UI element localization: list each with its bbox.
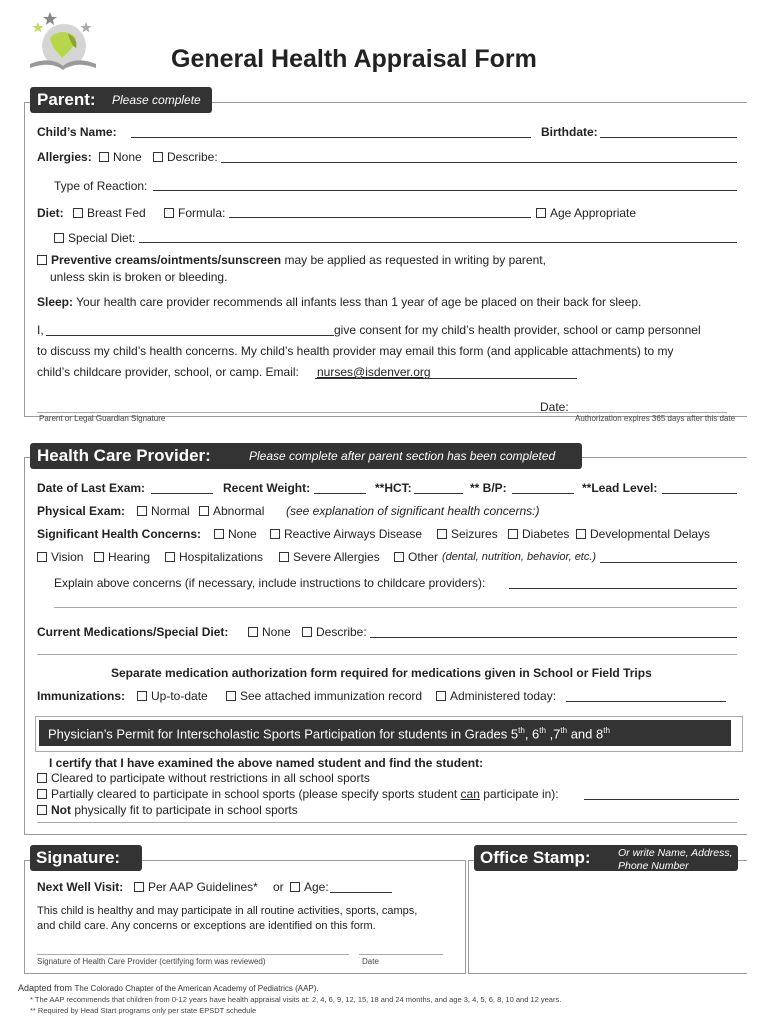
healthy-statement-line1: This child is healthy and may participate in all routine activities, sports, camps, [37,905,418,917]
checkbox-icon [37,789,47,799]
healthy-statement-line2: and child care. Any concerns or exceptions are identified on this form. [37,920,376,932]
medications-none-option[interactable]: None [248,626,291,638]
permit-title: Physician’s Permit for Interscholastic Sports Participation for students in Grades 5th, 6th ,7th and 8th [48,726,610,742]
cleared-option[interactable]: Cleared to participate without restrictions in all school sports [37,772,370,784]
permit-bar [39,720,731,746]
office-stamp-note-line1: Or write Name, Address, [618,847,733,859]
concerns-label: Significant Health Concerns: [37,527,202,541]
provider-heading: Health Care Provider: [37,446,211,465]
or-label: or [273,880,284,894]
preventive-creams-option[interactable]: Preventive creams/ointments/sunscreen may be applied as requested in writing by parent, [37,254,546,266]
checkbox-icon [536,208,546,218]
birthdate-label: Birthdate: [541,125,598,139]
vision-option[interactable]: Vision [37,551,83,563]
explain-label: Explain above concerns (if necessary, include instructions to childcare providers): [54,576,486,590]
childs-name-label: Child’s Name: [37,125,117,139]
other-field[interactable] [600,562,737,563]
footnote-head-start: ** Required by Head Start programs only per state EPSDT schedule [30,1006,257,1015]
checkbox-icon [576,529,586,539]
consent-text: give consent for my child’s health provider, school or camp personnel [334,323,701,337]
provider-date-line[interactable] [359,954,443,955]
medications-divider [37,654,737,655]
breast-fed-option[interactable]: Breast Fed [73,207,146,219]
provider-subheading: Please complete after parent section has been completed [249,449,556,463]
special-diet-option[interactable]: Special Diet: [54,232,135,244]
other-option[interactable]: Other [394,551,438,563]
age-option[interactable]: Age: [290,881,329,893]
checkbox-icon [199,506,209,516]
office-stamp-ribbon [474,845,738,871]
email-value[interactable]: nurses@isdenver.org [317,365,431,379]
checkbox-icon [279,552,289,562]
abnormal-note: (see explanation of significant health concerns:) [286,504,540,518]
type-of-reaction-label: Type of Reaction: [54,179,148,193]
signature-heading-ribbon [30,845,142,871]
medications-label: Current Medications/Special Diet: [37,625,229,639]
office-stamp-heading: Office Stamp: [480,848,591,867]
physical-normal-option[interactable]: Normal [137,505,190,517]
globe-book-logo-icon [26,8,100,74]
hospitalizations-option[interactable]: Hospitalizations [165,551,263,563]
partially-cleared-field[interactable] [584,799,739,800]
sleep-note: Sleep: Your health care provider recommends all infants less than 1 year of age be placed on their back for sleep. [37,295,642,309]
recent-weight-field[interactable] [314,493,366,494]
see-attached-option[interactable]: See attached immunization record [226,690,422,702]
certify-statement: I certify that I have examined the above named student and find the student: [49,756,484,770]
formula-field[interactable] [229,217,531,218]
date-last-exam-label: Date of Last Exam: [37,481,146,495]
checkbox-icon [508,529,518,539]
date-label: Date: [540,400,569,414]
checkbox-icon [137,691,147,701]
checkbox-icon [394,552,404,562]
explain-field-line2[interactable] [54,607,737,608]
page-title: General Health Appraisal Form [171,45,537,73]
consent-name-field[interactable] [46,335,334,336]
checkbox-icon [137,506,147,516]
other-note: (dental, nutrition, behavior, etc.) [442,551,597,563]
parent-signature-line[interactable] [37,412,572,413]
checkbox-icon [134,882,144,892]
recent-weight-label: Recent Weight: [223,481,311,495]
diabetes-option[interactable]: Diabetes [508,528,569,540]
checkbox-icon [437,529,447,539]
permit-divider [37,822,737,823]
hct-label: **HCT: [375,481,412,495]
consent-text-line2: to discuss my child’s health concerns. My child’s health provider may email this form (and applicable attachments) to my [37,344,674,358]
per-aap-option[interactable]: Per AAP Guidelines* [134,881,258,893]
signature-heading: Signature: [36,848,121,867]
logo [26,8,100,74]
bp-label: ** B/P: [470,481,507,495]
partially-cleared-option[interactable]: Partially cleared to participate in school sports (please specify sports student can participate in): [37,788,559,800]
physical-abnormal-option[interactable]: Abnormal [199,505,264,517]
provider-date-caption: Date [362,957,379,966]
checkbox-icon [73,208,83,218]
medications-describe-field[interactable] [370,637,737,638]
checkbox-icon [99,152,109,162]
birthdate-field[interactable] [600,137,737,138]
checkbox-icon [270,529,280,539]
special-diet-field[interactable] [139,242,737,243]
immunizations-label: Immunizations: [37,689,126,703]
formula-option[interactable]: Formula: [164,207,225,219]
explain-field[interactable] [509,588,737,589]
footnote-aap: * The AAP recommends that children from 0-12 years have health appraisal visits at: 2, 4, 6, 9, 12, 15, 18 and 24 months, and age 3, 4, 5, 6, 8, 10 and 12 years. [30,995,562,1004]
checkbox-icon [153,152,163,162]
checkbox-icon [214,529,224,539]
hearing-option[interactable]: Hearing [94,551,150,563]
administered-today-option[interactable]: Administered today: [436,690,556,702]
parent-date-line[interactable] [572,412,727,413]
consent-i-label: I, [37,323,44,337]
provider-signature-line[interactable] [37,954,349,955]
checkbox-icon [37,255,47,265]
parent-subheading: Please complete [112,93,201,107]
parent-heading: Parent: [37,90,96,109]
checkbox-icon [164,208,174,218]
bp-field[interactable] [512,493,574,494]
hct-field[interactable] [414,493,463,494]
adapted-from: Adapted from The Colorado Chapter of the American Academy of Pediatrics (AAP). [18,983,319,993]
office-stamp-note-line2: Phone Number [618,860,689,871]
allergies-label: Allergies: [37,150,92,164]
parent-signature-caption: Parent or Legal Guardian Signature [39,414,166,423]
checkbox-icon [165,552,175,562]
checkbox-icon [226,691,236,701]
authorization-caption: Authorization expires 365 days after this date [575,414,736,423]
physical-exam-label: Physical Exam: [37,504,126,518]
lead-level-field[interactable] [662,493,737,494]
checkbox-icon [302,627,312,637]
severe-allergies-option[interactable]: Severe Allergies [279,551,380,563]
checkbox-icon [94,552,104,562]
allergies-none-option[interactable]: None [99,151,142,163]
allergies-describe-option[interactable]: Describe: [153,151,218,163]
office-stamp-frame[interactable] [468,860,747,974]
not-fit-option[interactable]: Not physically fit to participate in school sports [37,804,298,816]
checkbox-icon [436,691,446,701]
checkbox-icon [37,552,47,562]
separate-medication-note: Separate medication authorization form required for medications given in School or Field Trips [111,666,652,680]
checkbox-icon [290,882,300,892]
email-field[interactable] [315,378,577,379]
age-appropriate-option[interactable]: Age Appropriate [536,207,636,219]
checkbox-icon [37,773,47,783]
type-of-reaction-field[interactable] [153,190,737,191]
checkbox-icon [54,233,64,243]
provider-heading-ribbon [30,443,582,469]
preventive-note: unless skin is broken or bleeding. [50,270,228,284]
age-field[interactable] [330,892,392,893]
checkbox-icon [248,627,258,637]
parent-heading-ribbon [30,87,212,113]
next-well-visit-label: Next Well Visit: [37,880,124,894]
date-last-exam-field[interactable] [151,493,213,494]
concern-none-option[interactable]: None [214,528,257,540]
lead-level-label: **Lead Level: [582,481,658,495]
consent-text-line3: child’s childcare provider, school, or camp. Email: [37,365,299,379]
provider-signature-caption: Signature of Health Care Provider (certifying form was reviewed) [37,957,266,966]
diet-label: Diet: [37,206,64,220]
administered-today-field[interactable] [566,701,726,702]
childs-name-field[interactable] [131,137,531,138]
up-to-date-option[interactable]: Up-to-date [137,690,208,702]
allergies-describe-field[interactable] [221,162,737,163]
seizures-option[interactable]: Seizures [437,528,498,540]
reactive-airways-option[interactable]: Reactive Airways Disease [270,528,422,540]
developmental-option[interactable]: Developmental Delays [576,528,710,540]
checkbox-icon [37,805,47,815]
medications-describe-option[interactable]: Describe: [302,626,367,638]
